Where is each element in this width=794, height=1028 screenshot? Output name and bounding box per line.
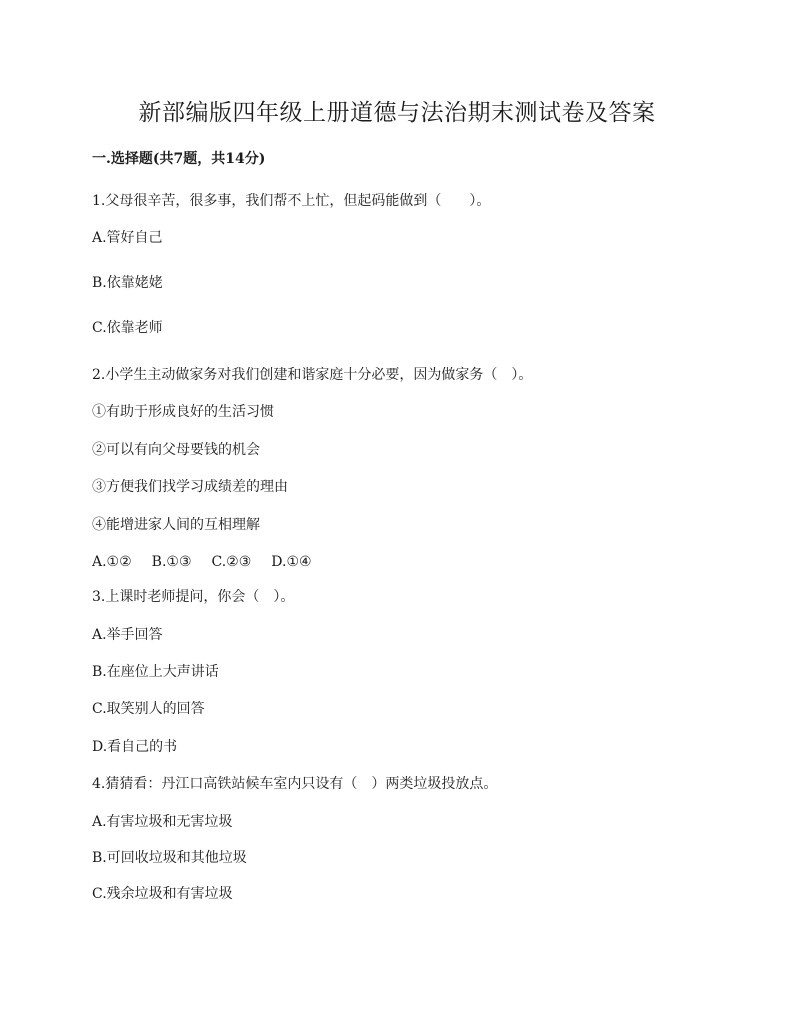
- question-1-option-c: C.依靠老师: [92, 320, 163, 336]
- page-title: 新部编版四年级上册道德与法治期末测试卷及答案: [138, 100, 656, 126]
- question-1-option-b: B.依靠姥姥: [92, 275, 163, 291]
- question-2-choices: [92, 553, 312, 571]
- question-3-stem: 3.上课时老师提问，你会（ ）。: [92, 589, 295, 605]
- question-4-option-b: B.可回收垃圾和其他垃圾: [92, 850, 247, 866]
- question-2-stem: 2.小学生主动做家务对我们创建和谐家庭十分必要，因为做家务（ ）。: [92, 367, 533, 383]
- question-2-choice-c: C.②③: [211, 554, 252, 570]
- question-3-option-a: A.举手回答: [92, 627, 163, 643]
- question-1-stem: 1.父母很辛苦，很多事，我们帮不上忙，但起码能做到（ ）。: [92, 193, 491, 209]
- question-2-choice-a: A.①②: [92, 554, 132, 570]
- question-3-option-b: B.在座位上大声讲话: [92, 664, 219, 680]
- question-4-option-a: A.有害垃圾和无害垃圾: [92, 814, 233, 830]
- question-3-option-d: D.看自己的书: [92, 739, 178, 755]
- question-2-statement-4: ④能增进家人间的互相理解: [92, 517, 260, 533]
- question-2-statement-1: ①有助于形成良好的生活习惯: [92, 404, 274, 420]
- question-1-option-a: A.管好自己: [92, 230, 163, 246]
- question-2-choice-b: B.①③: [151, 554, 192, 570]
- question-2-statement-3: ③方便我们找学习成绩差的理由: [92, 479, 288, 495]
- question-2-choice-d: D.①④: [271, 554, 312, 570]
- question-3-option-c: C.取笑别人的回答: [92, 701, 205, 717]
- section-heading: 一.选择题(共7题，共14分): [92, 151, 266, 167]
- question-4-option-c: C.残余垃圾和有害垃圾: [92, 886, 233, 902]
- question-4-stem: 4.猜猜看：丹江口高铁站候车室内只设有（ ）两类垃圾投放点。: [92, 776, 498, 792]
- question-2-statement-2: ②可以有向父母要钱的机会: [92, 442, 260, 458]
